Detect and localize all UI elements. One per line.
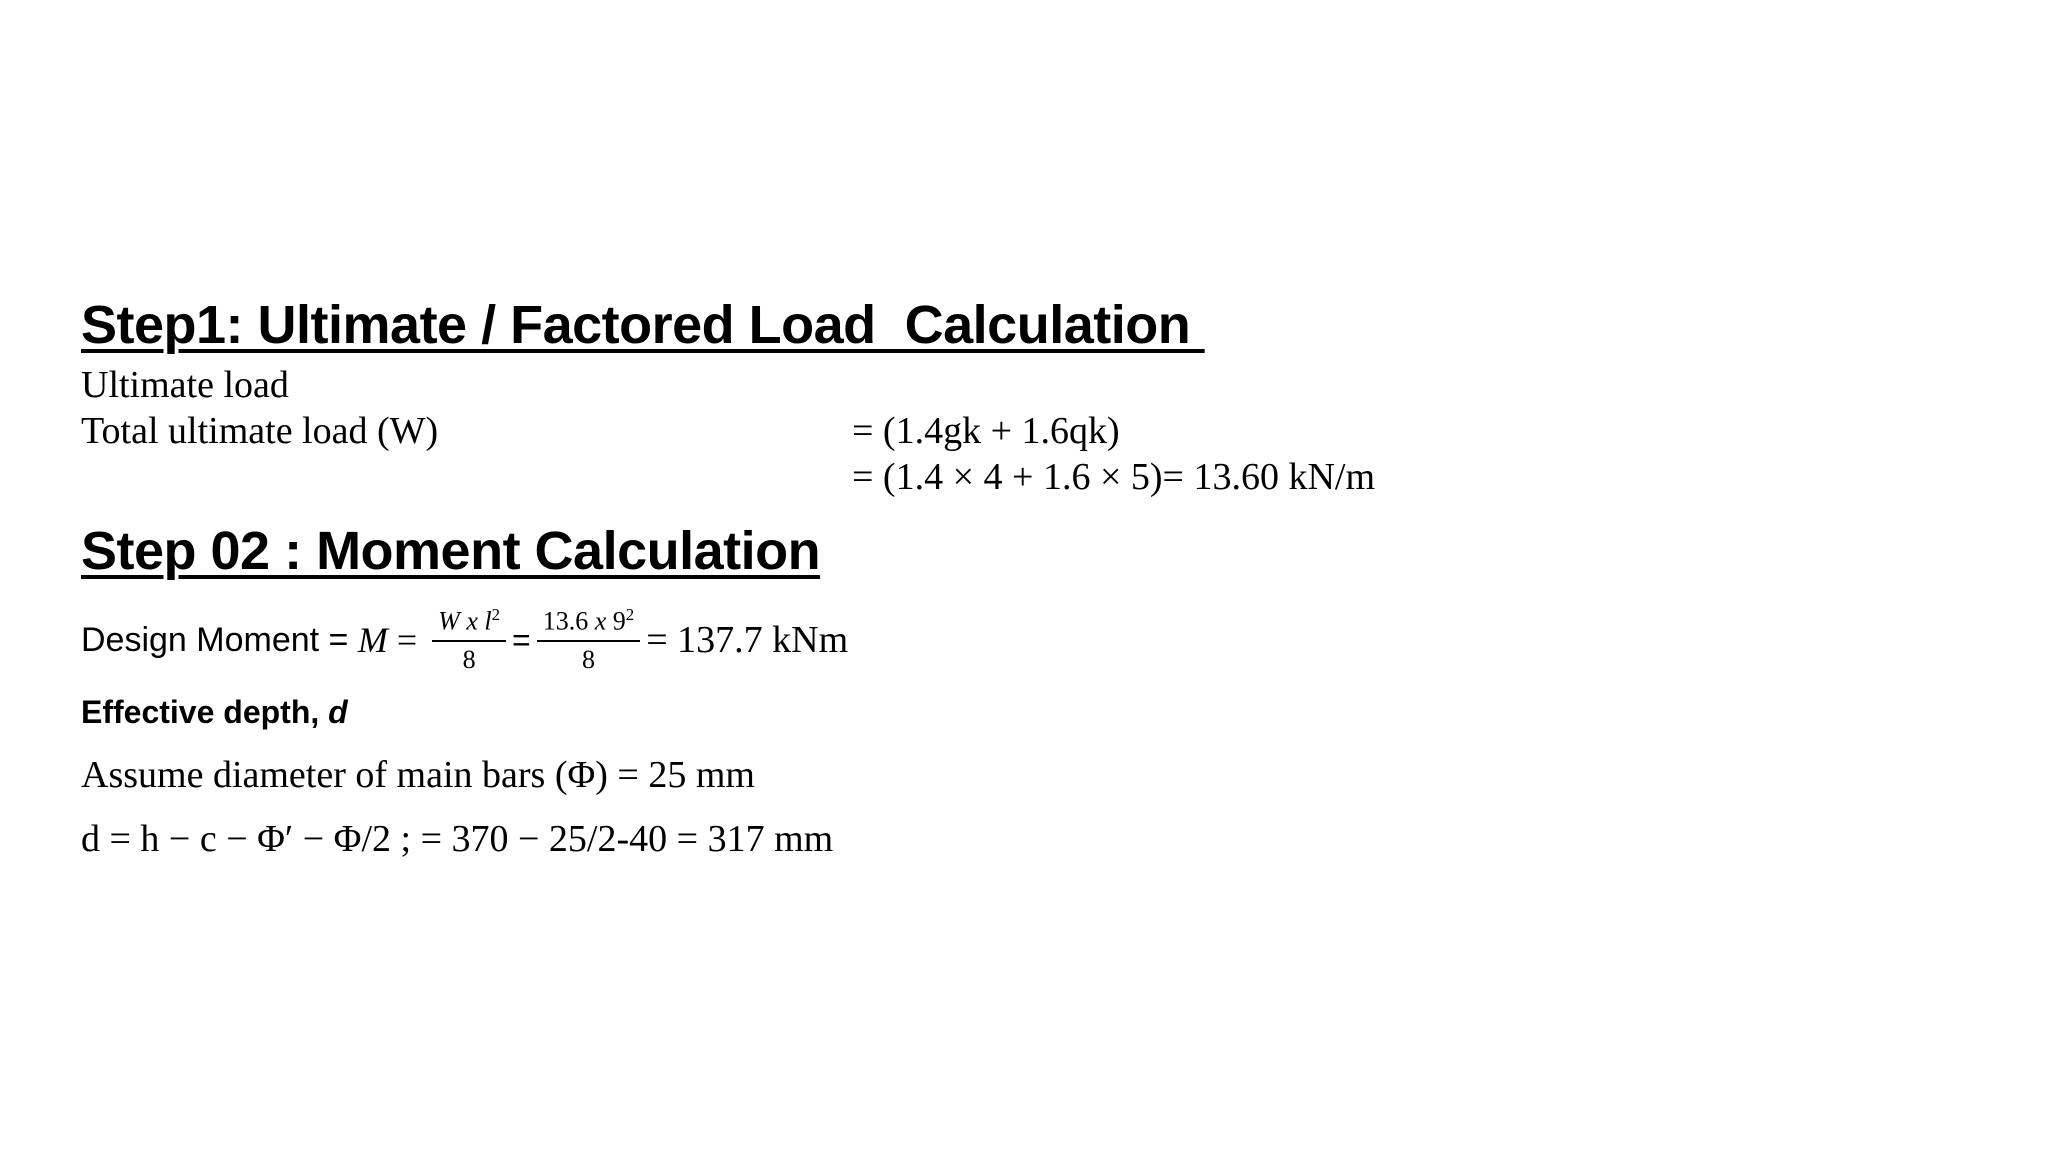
load-formula-line1: = (1.4gk + 1.6qk) [852,410,1120,452]
fraction-2-numerator: 13.6 x $9^2$ [537,606,641,642]
ultimate-load-label: Ultimate load [81,364,289,406]
fraction-1-numerator: W x $l^2$ [432,606,506,642]
moment-equals: = [387,620,427,660]
assume-diameter-line: Assume diameter of main bars (Φ) = 25 mm [81,754,755,796]
load-formula-line2: = (1.4 × 4 + 1.6 × 5)= 13.60 kN/m [852,456,1376,498]
effective-depth-label [81,696,348,728]
mid-equals: = [512,621,531,658]
moment-symbol: M [357,620,388,660]
total-ultimate-load-label: Total ultimate load (W) [81,410,439,452]
design-moment-equation [81,600,848,680]
moment-result: = 137.7 kNm [646,619,849,661]
effective-depth-formula: d = h − c − Φ′ − Φ/2 ; = 370 − 25/2-40 = 317 mm [81,818,834,860]
effective-depth-symbol: d [328,694,348,730]
effective-depth-text: Effective depth, [81,694,329,730]
moment-fraction-1 [432,606,506,675]
fraction-2-denominator: 8 [581,644,595,674]
moment-fraction-2 [537,606,641,675]
fraction-1-denominator: 8 [462,644,476,674]
design-moment-label: Design Moment = [81,621,358,659]
step2-heading: Step 02 : Moment Calculation [81,521,821,581]
step1-heading: Step1: Ultimate / Factored Load Calculation [81,295,1205,355]
